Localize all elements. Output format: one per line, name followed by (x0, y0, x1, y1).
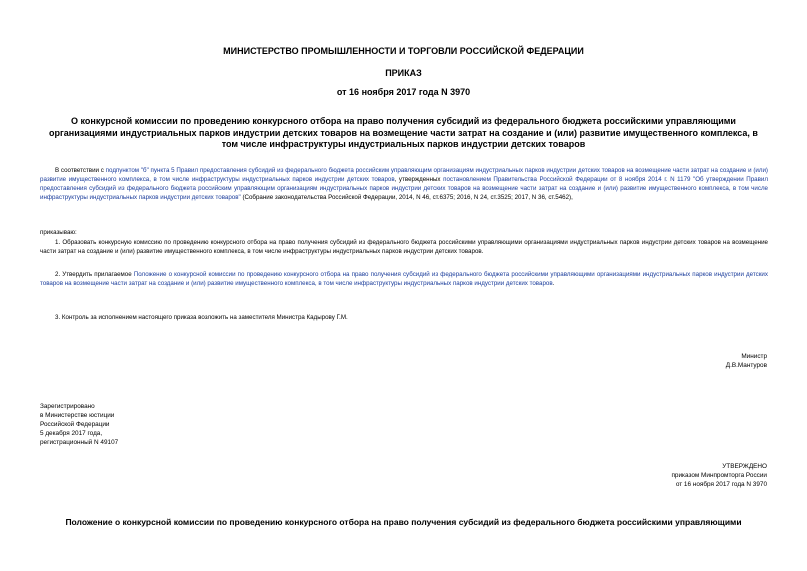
approval-line: УТВЕРЖДЕНО (722, 463, 767, 470)
government-decree-link[interactable]: постановлением Правительства Российской Федерации от 8 ноября 2014 г. N 1179 "Об утверждении Правил предоставления субсидий из федерального бюджета российским управляющим организациям индустриальных парков индустрии детских товаров на возмещение части затрат на создание и (или) развитие имущественного комплекса, в том числе инфраструктуры индустриальных парков индустрии детских товаров" (40, 176, 768, 202)
signature-block (726, 352, 767, 370)
approval-block (671, 462, 767, 489)
doc-date: от 16 ноября 2017 года N 3970 (336, 87, 471, 97)
registration-line: Российской Федерации (40, 421, 110, 428)
doc-title: О конкурсной комиссии по проведению конкурсного отбора на право получения субсидий из федерального бюджета российскими управляющими организациями индустриальных парков индустрии детских товаров на возмещение части затрат на создание и (или) развитие имущественного комплекса, в том числе инфраструктуры индустриальных парков индустрии детских товаров (49, 116, 758, 149)
item2-suffix: . (552, 280, 555, 288)
signatory-position: Министр (741, 353, 767, 360)
signatory-name: Д.В.Мантуров (725, 362, 767, 369)
order-word: приказываю: (40, 229, 77, 236)
registration-line: 5 декабря 2017 года, (40, 430, 103, 437)
doc-type-heading: ПРИКАЗ (385, 68, 422, 78)
regulation-title: Положение о конкурсной комиссии по проведению конкурсного отбора на право получения субсидий из федерального бюджета российскими управляющими (65, 517, 742, 527)
ministry-heading: МИНИСТЕРСТВО ПРОМЫШЛЕННОСТИ И ТОРГОВЛИ РОССИЙСКОЙ ФЕДЕРАЦИИ (223, 46, 584, 56)
preamble-mid: , утвержденных (394, 176, 444, 184)
registration-line: в Министерстве юстиции (40, 412, 115, 419)
preamble-suffix: (Собрание законодательства Российской Федерации, 2014, N 46, ст.6375; 2016, N 24, ст.3525; 2017, N 36, ст.5462), (240, 194, 573, 202)
approval-line: приказом Минпромторга России (671, 472, 767, 479)
preamble-paragraph (40, 166, 768, 202)
registration-block (40, 402, 118, 447)
order-item-1: 1. Образовать конкурсную комиссию по проведению конкурсного отбора на право получения субсидий из федерального бюджета российскими управляющими организациями индустриальных парков индустрии детских товаров на возмещение части затрат на создание и (или) развитие имущественного комплекса, в том числе инфраструктуры индустриальных парков индустрии детских товаров. (40, 239, 768, 256)
approval-line: от 16 ноября 2017 года N 3970 (675, 481, 767, 488)
order-item-3: 3. Контроль за исполнением настоящего приказа возложить на заместителя Министра Кадырову Г.М. (55, 314, 348, 321)
registration-line: Зарегистрировано (40, 403, 95, 410)
rules-link[interactable]: подпунктом "б" пункта 5 Правил предоставления субсидий из федерального бюджета российским управляющим организациям индустриальных парков индустрии детских товаров на возмещение части затрат на создание и (или) развитие имущественного комплекса, в том числе инфраструктуры индустриальных парков индустрии детских товаров (40, 167, 768, 184)
registration-line: регистрационный N 49107 (40, 439, 119, 446)
order-item-2 (40, 270, 768, 288)
preamble-prefix: В соответствии с (55, 167, 106, 174)
item2-prefix: 2. Утвердить прилагаемое (55, 271, 134, 278)
regulation-link[interactable]: Положение о конкурсной комиссии по проведению конкурсного отбора на право получения субсидий из федерального бюджета российскими управляющими организациями индустриальных парков индустрии детских товаров на возмещение части затрат на создание и (или) развитие имущественного комплекса, в том числе инфраструктуры индустриальных парков индустрии детских товаров (40, 271, 768, 288)
